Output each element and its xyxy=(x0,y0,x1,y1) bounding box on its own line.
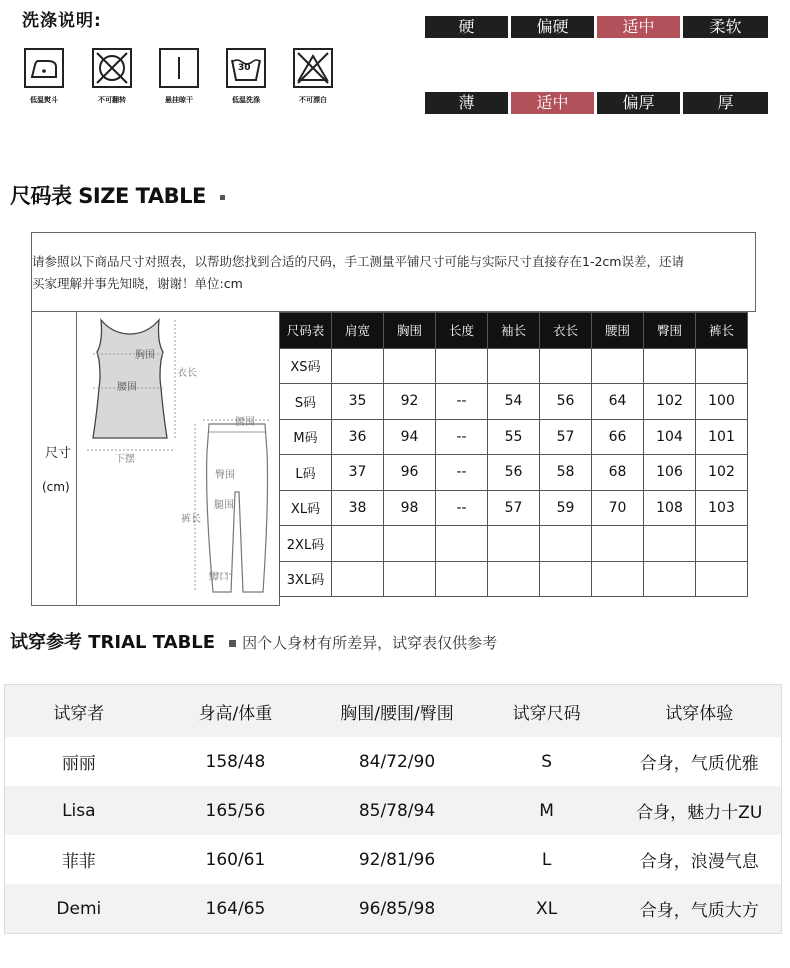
size-cell: 57 xyxy=(488,490,540,526)
trial-cell: 丽丽 xyxy=(61,754,96,774)
softness-option-selected: 适中 xyxy=(597,16,680,38)
garment-diagram-icon xyxy=(77,312,279,605)
size-row xyxy=(280,455,748,491)
size-header-cell: 胸围 xyxy=(384,313,436,349)
size-row xyxy=(280,561,748,597)
size-note-box xyxy=(31,232,756,312)
size-cell xyxy=(540,526,592,562)
size-header-cell: 尺码表 xyxy=(280,313,332,349)
size-cell: 98 xyxy=(384,490,436,526)
size-row xyxy=(280,490,748,526)
thickness-option: 厚 xyxy=(683,92,768,114)
size-label: 3XL码 xyxy=(280,561,332,597)
trial-header-cell: 试穿者 xyxy=(53,703,105,724)
wash-item-wash xyxy=(226,48,266,88)
trial-header-cell: 试穿尺码 xyxy=(512,703,581,724)
trial-title-square xyxy=(229,640,236,647)
trial-cell: 165/56 xyxy=(205,800,266,821)
size-header-cell: 臀围 xyxy=(644,313,696,349)
trial-row xyxy=(5,835,781,884)
size-note-line2: 买家理解并事先知晓，谢谢！单位:cm xyxy=(32,276,243,291)
size-header-cell: 衣长 xyxy=(540,313,592,349)
trial-title-text: 试穿参考 TRIAL TABLE xyxy=(10,632,216,653)
diagram-label-length: 衣长 xyxy=(177,368,197,379)
size-cell xyxy=(384,526,436,562)
wash-label: 低温熨斗 xyxy=(30,96,58,104)
size-cell: -- xyxy=(436,455,488,491)
title-dot xyxy=(220,195,225,200)
size-cell: 100 xyxy=(696,384,748,420)
softness-option: 硬 xyxy=(425,16,508,38)
no-tumble-dry-icon xyxy=(92,48,132,88)
size-cell: 54 xyxy=(488,384,540,420)
size-cell: 70 xyxy=(592,490,644,526)
size-cell: 58 xyxy=(540,455,592,491)
side-label-unit: (cm) xyxy=(42,480,70,494)
size-row xyxy=(280,348,748,384)
size-cell xyxy=(488,526,540,562)
trial-section-title xyxy=(10,628,497,654)
diagram-label-waist: 腰围 xyxy=(117,382,137,393)
trial-cell: 84/72/90 xyxy=(358,751,436,772)
size-cell xyxy=(488,561,540,597)
wash-label: 不可翻转 xyxy=(98,96,126,104)
size-table-header xyxy=(280,313,748,349)
trial-cell: 164/65 xyxy=(205,898,266,919)
size-cell: 38 xyxy=(332,490,384,526)
trial-header-cell: 身高/体重 xyxy=(198,703,273,724)
trial-cell: 合身，气质优雅 xyxy=(639,754,759,774)
size-cell xyxy=(592,561,644,597)
size-cell: -- xyxy=(436,419,488,455)
trial-cell: Demi xyxy=(56,898,102,919)
size-cell xyxy=(384,561,436,597)
trial-cell: 85/78/94 xyxy=(358,800,436,821)
size-cell: 56 xyxy=(540,384,592,420)
side-label-size: 尺寸 xyxy=(45,446,72,461)
size-label: XL码 xyxy=(280,490,332,526)
softness-option: 偏硬 xyxy=(511,16,594,38)
size-cell: 102 xyxy=(644,384,696,420)
size-row xyxy=(280,526,748,562)
trial-cell: 菲菲 xyxy=(61,852,96,872)
size-cell: 68 xyxy=(592,455,644,491)
wash-label: 悬挂晾干 xyxy=(165,96,193,104)
size-cell xyxy=(332,526,384,562)
thickness-option-selected: 适中 xyxy=(511,92,594,114)
trial-row xyxy=(5,737,781,786)
diagram-label-pants-waist: 腰围 xyxy=(235,417,255,428)
size-cell: 103 xyxy=(696,490,748,526)
size-cell: 55 xyxy=(488,419,540,455)
size-cell xyxy=(592,348,644,384)
trial-cell: S xyxy=(541,751,553,772)
size-cell: 36 xyxy=(332,419,384,455)
washing-title: 洗涤说明: xyxy=(22,11,102,31)
size-header-cell: 长度 xyxy=(436,313,488,349)
size-cell xyxy=(540,561,592,597)
size-cell: 106 xyxy=(644,455,696,491)
wash-temp-text: 30 xyxy=(238,63,251,73)
size-header-cell: 袖长 xyxy=(488,313,540,349)
diagram-label-thigh: 腿围 xyxy=(214,500,234,511)
size-header-cell: 肩宽 xyxy=(332,313,384,349)
size-cell: 96 xyxy=(384,455,436,491)
size-cell xyxy=(436,526,488,562)
size-cell: 59 xyxy=(540,490,592,526)
size-table xyxy=(279,312,748,597)
wash-label: 不可漂白 xyxy=(299,96,327,104)
trial-header-cell: 胸围/腰围/臀围 xyxy=(340,703,454,724)
size-side-cell xyxy=(31,311,77,606)
size-section-title: 尺码表 SIZE TABLE xyxy=(10,180,225,210)
size-cell: 56 xyxy=(488,455,540,491)
trial-cell: 158/48 xyxy=(205,751,266,772)
no-bleach-icon xyxy=(293,48,333,88)
wash-label: 低温洗涤 xyxy=(232,96,260,104)
size-cell: 57 xyxy=(540,419,592,455)
size-cell xyxy=(384,348,436,384)
low-temp-wash-icon xyxy=(226,48,266,88)
size-cell: 94 xyxy=(384,419,436,455)
trial-cell: 92/81/96 xyxy=(358,849,436,870)
size-cell: 64 xyxy=(592,384,644,420)
trial-note: 因个人身材有所差异，试穿表仅供参考 xyxy=(242,634,498,652)
size-label: M码 xyxy=(280,419,332,455)
size-cell: 104 xyxy=(644,419,696,455)
trial-cell: M xyxy=(539,800,554,821)
size-row xyxy=(280,384,748,420)
size-cell: 108 xyxy=(644,490,696,526)
trial-table xyxy=(4,684,782,934)
thickness-option: 偏厚 xyxy=(597,92,680,114)
thickness-scale xyxy=(425,92,768,114)
thickness-option: 薄 xyxy=(425,92,508,114)
trial-cell: 160/61 xyxy=(205,849,266,870)
size-cell: 66 xyxy=(592,419,644,455)
hang-dry-icon xyxy=(159,48,199,88)
trial-cell: 96/85/98 xyxy=(358,898,436,919)
size-label: L码 xyxy=(280,455,332,491)
softness-option: 柔软 xyxy=(683,16,768,38)
diagram-label-chest: 胸围 xyxy=(135,350,155,361)
size-label: 2XL码 xyxy=(280,526,332,562)
size-cell xyxy=(436,561,488,597)
size-cell: 92 xyxy=(384,384,436,420)
size-cell: 101 xyxy=(696,419,748,455)
size-cell xyxy=(436,348,488,384)
wash-item-hang xyxy=(159,48,199,88)
trial-cell: 合身，魅力十ZU xyxy=(636,803,763,823)
trial-cell: 合身，气质大方 xyxy=(639,901,759,921)
diagram-label-hem: 下摆 xyxy=(115,454,135,465)
size-row xyxy=(280,419,748,455)
diagram-label-pant-length: 裤长 xyxy=(181,514,201,525)
size-cell xyxy=(592,526,644,562)
trial-cell: L xyxy=(541,849,552,870)
trial-header-cell: 试穿体验 xyxy=(665,703,734,724)
size-cell: -- xyxy=(436,490,488,526)
size-cell xyxy=(332,348,384,384)
size-cell: 102 xyxy=(696,455,748,491)
low-temp-iron-icon xyxy=(24,48,64,88)
size-cell xyxy=(332,561,384,597)
size-cell xyxy=(644,526,696,562)
trial-row xyxy=(5,884,781,933)
size-label: S码 xyxy=(280,384,332,420)
size-cell xyxy=(644,348,696,384)
wash-item-iron xyxy=(24,48,64,88)
size-cell: -- xyxy=(436,384,488,420)
size-cell: 35 xyxy=(332,384,384,420)
size-cell xyxy=(696,561,748,597)
trial-cell: Lisa xyxy=(62,800,96,821)
wash-item-bleach xyxy=(293,48,333,88)
trial-cell: XL xyxy=(536,898,558,919)
size-cell xyxy=(696,526,748,562)
diagram-label-hip: 臀围 xyxy=(215,470,235,481)
size-header-cell: 裤长 xyxy=(696,313,748,349)
trial-header-row xyxy=(5,685,781,737)
size-cell xyxy=(488,348,540,384)
size-note-line1: 请参照以下商品尺寸对照表，以帮助您找到合适的尺码，手工测量平铺尺寸可能与实际尺寸直接存在1-2cm误差，还请 xyxy=(32,254,684,269)
softness-scale xyxy=(425,16,768,38)
trial-row xyxy=(5,786,781,835)
size-header-cell: 腰围 xyxy=(592,313,644,349)
measurement-diagram xyxy=(76,311,280,606)
diagram-label-leg-opening: 脚口 xyxy=(209,572,229,583)
trial-cell: 合身，浪漫气息 xyxy=(639,852,759,872)
size-cell xyxy=(696,348,748,384)
size-label: XS码 xyxy=(280,348,332,384)
size-cell xyxy=(540,348,592,384)
size-cell: 37 xyxy=(332,455,384,491)
wash-item-tumble xyxy=(92,48,132,88)
size-cell xyxy=(644,561,696,597)
